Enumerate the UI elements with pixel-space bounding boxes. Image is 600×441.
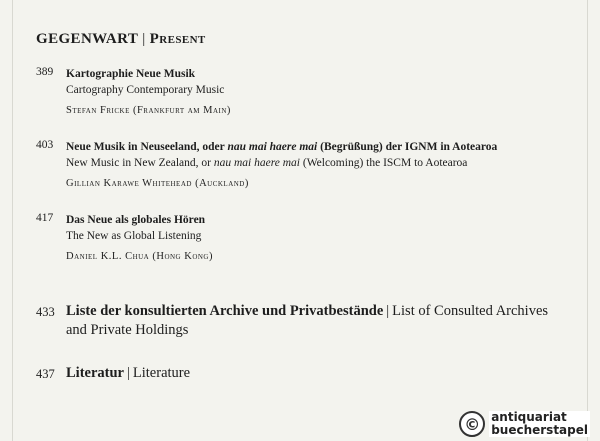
entry-author: Gillian Karawe Whitehead (Auckland) xyxy=(66,178,249,189)
entry-title-de xyxy=(66,139,566,155)
title-en-italic: nau mai haere mai xyxy=(213,157,301,169)
section-header xyxy=(36,31,206,48)
page-number: 389 xyxy=(36,66,54,78)
archives-title-de: Liste der konsultierten Archive und Privatbestände xyxy=(66,303,384,319)
title-de-part: Neue Musik in Neuseeland, oder xyxy=(66,141,228,153)
entry-body xyxy=(66,212,566,265)
entry-title-en xyxy=(66,155,566,171)
page-number: 417 xyxy=(36,212,54,224)
section-separator: | xyxy=(142,31,146,47)
watermark xyxy=(459,411,590,437)
watermark-text xyxy=(489,411,590,437)
entry-body xyxy=(66,139,566,192)
entry-title-en: Cartography Contemporary Music xyxy=(66,84,225,96)
title-de-italic: nau mai haere mai xyxy=(227,141,318,153)
literature-separator: | xyxy=(126,365,130,381)
entry-author: Stefan Fricke (Frankfurt am Main) xyxy=(66,105,231,116)
page-number: 433 xyxy=(36,305,55,319)
page-number: 403 xyxy=(36,139,54,151)
section-title-de: GEGENWART xyxy=(36,31,139,47)
entry-author: Daniel K.L. Chua (Hong Kong) xyxy=(66,251,213,262)
entry-title-de: Kartographie Neue Musik xyxy=(66,68,196,80)
literature-title-de: Literatur xyxy=(66,365,124,381)
watermark-line2: buecherstapel xyxy=(491,423,588,437)
title-de-part: (Begrüßung) der IGNM in Aotearoa xyxy=(317,141,498,153)
entry-title-en: The New as Global Listening xyxy=(66,230,202,242)
copyright-icon: © xyxy=(459,411,485,437)
entry-body xyxy=(66,364,566,383)
section-title-en: Present xyxy=(149,31,206,47)
archives-title-en: List of Consulted Archives and Private Holdings xyxy=(66,303,549,338)
entry-title-de: Das Neue als globales Hören xyxy=(66,214,206,226)
literature-title-en: Literature xyxy=(132,365,191,381)
watermark-line1: antiquariat xyxy=(489,411,590,424)
title-en-part: New Music in New Zealand, or xyxy=(66,157,214,169)
entry-body xyxy=(66,302,566,340)
archives-separator: | xyxy=(386,303,390,319)
page-number: 437 xyxy=(36,367,55,381)
title-en-part: (Welcoming) the ISCM to Aotearoa xyxy=(300,157,468,169)
entry-body xyxy=(66,66,566,119)
